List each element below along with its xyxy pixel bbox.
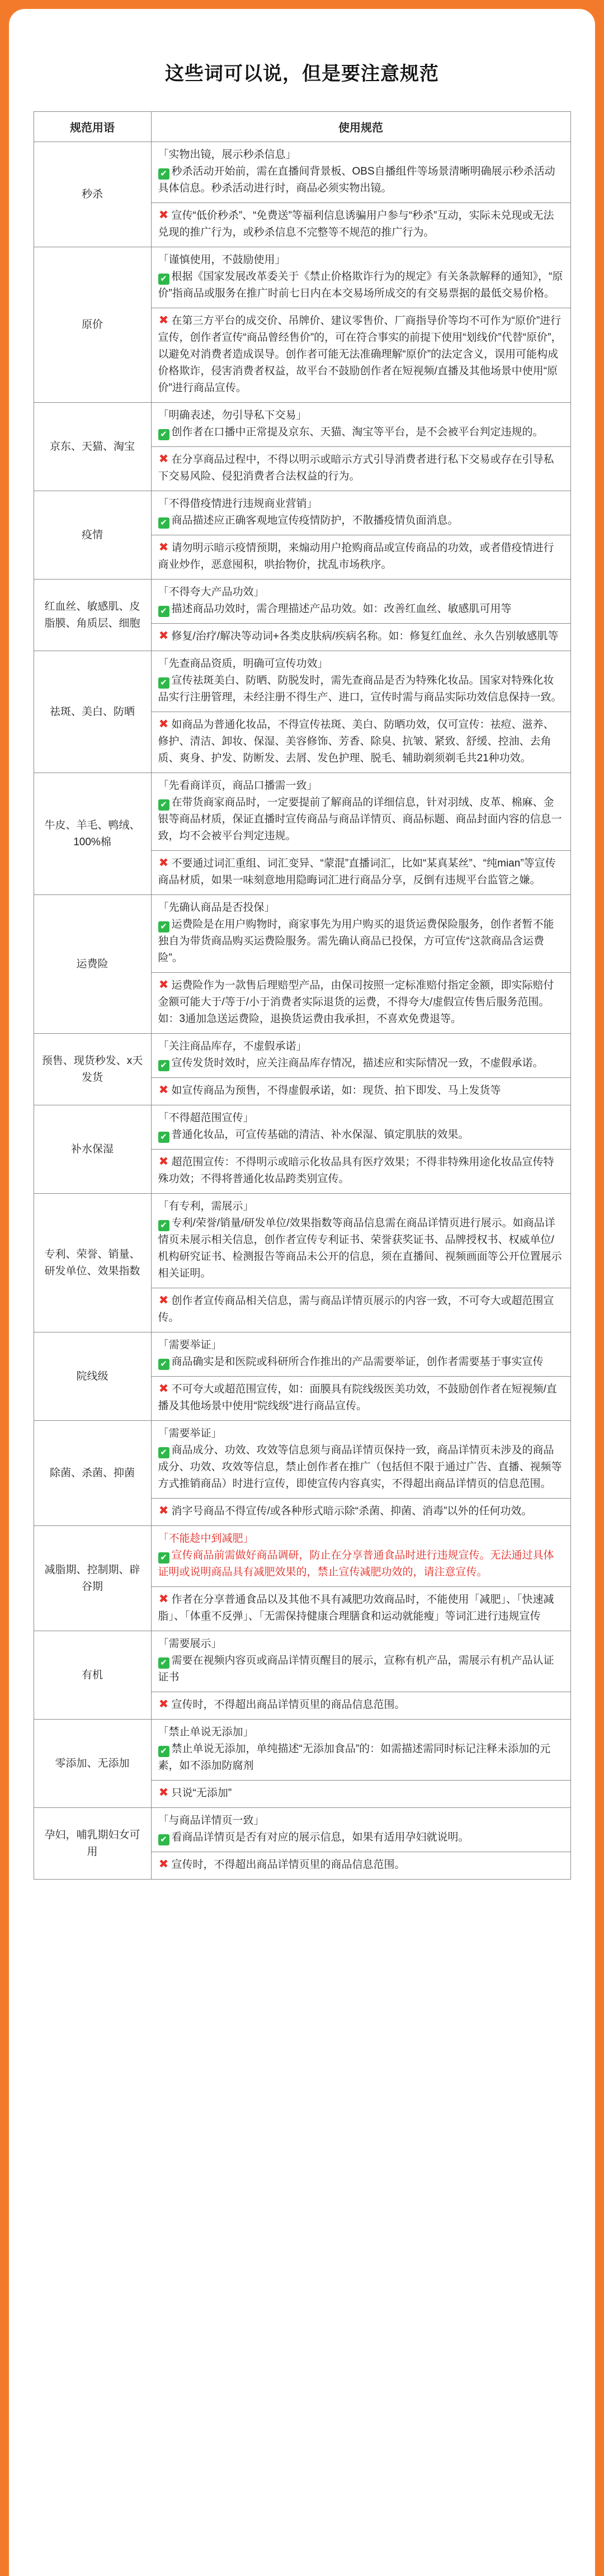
- header-term: 规范用语: [34, 112, 151, 142]
- cross-mark-icon: ✖: [158, 1504, 169, 1517]
- allowed-text: [158, 1055, 564, 1072]
- rule-text: 「先查商品资质，明确可宣传功效」: [158, 658, 328, 670]
- rule-heading: [158, 656, 564, 672]
- prohibited-block: [152, 202, 570, 247]
- rule-text: 超范围宣传：不得明示或暗示化妆品具有医疗效果；不得非特殊用途化妆品宣传特殊功效；不得将普通化妆品跨类别宣传。: [158, 1156, 554, 1185]
- rule-heading: [158, 1636, 564, 1652]
- check-mark-icon: ✔: [158, 1060, 169, 1071]
- prohibited-block: [152, 712, 570, 773]
- cross-mark-icon: ✖: [158, 1698, 169, 1711]
- rule-cell: [151, 1631, 570, 1720]
- rule-text: 在第三方平台的成交价、吊牌价、建议零售价、厂商指导价等均不可作为“原价”进行宣传，创作者宣传“商品曾经售价”的，可在符合事实的前提下使用“划线价”代替“原价”，以避免对消费者造成误导。创作者可能无法准确理解“原价”的法定含义，误用可能构成价格欺诈，侵害消费者权益，故平台不鼓励创作者在短视频/直播及其他场景中使用“原价”进行商品宣传。: [158, 315, 562, 394]
- prohibited-text: [158, 628, 564, 645]
- allowed-block: [152, 1332, 570, 1376]
- rule-heading: [158, 147, 564, 163]
- rule-cell: [151, 1194, 570, 1332]
- rule-text: 「不能趁中到减肥」: [158, 1533, 254, 1544]
- cross-mark-icon: ✖: [158, 1155, 169, 1168]
- rule-heading: [158, 900, 564, 916]
- allowed-block: [152, 1631, 570, 1692]
- prohibited-text: [158, 717, 564, 767]
- rule-text: 「关注商品库存，不虚假承诺」: [158, 1040, 307, 1052]
- page-title: 这些词可以说，但是要注意规范: [165, 63, 439, 84]
- check-mark-icon: ✔: [158, 274, 169, 285]
- prohibited-text: [158, 1591, 564, 1625]
- rule-text: 宣传发货时效时，应关注商品库存情况，描述应和实际情况一致，不虚假承诺。: [171, 1057, 544, 1069]
- check-mark-icon: ✔: [158, 1834, 169, 1845]
- allowed-block: [152, 1105, 570, 1149]
- rule-text: 「与商品详情页一致」: [158, 1815, 265, 1826]
- term-cell: 孕妇，哺乳期妇女可用: [34, 1808, 151, 1880]
- cross-mark-icon: ✖: [158, 718, 169, 731]
- allowed-text: [158, 163, 564, 197]
- table-row: [34, 773, 570, 895]
- prohibited-text: [158, 313, 564, 397]
- prohibited-block: [152, 623, 570, 651]
- rule-text: 宣传祛斑美白、防晒、防脱发时，需先查商品是否为特殊化妆品。国家对特殊化妆品实行注册管理，未经注册不得生产、进口，宣传时需与商品实际功效信息保持一致。: [158, 675, 562, 703]
- rule-text: 需要在视频内容页或商品详情页醒目的展示，宣称有机产品，需展示有机产品认证证书: [158, 1655, 554, 1683]
- allowed-block: [152, 1034, 570, 1077]
- rule-text: 专利/荣誉/销量/研发单位/效果指数等商品信息需在商品详情页进行展示。如商品详情页未展示相关信息，创作者宣传专利证书、荣誉获奖证书、品牌授权书、权威单位/机构研究证书、检测报告等商品未公开的信息，须在直播间、视频画面等公开位置展示相关证明。: [158, 1217, 562, 1279]
- rule-text: 创作者宣传商品相关信息，需与商品详情页展示的内容一致，不可夸大或超范围宣传。: [158, 1295, 554, 1324]
- rule-text: 商品成分、功效、攻效等信息须与商品详情页保持一致，商品详情页未涉及的商品成分、功效、攻效等信息，禁止创作者在推广（包括但不限于通过广告、直播、视频等方式推销商品）时进行宣传，即使宣传内容真实，不得超出商品详情页的信息范围。: [158, 1444, 562, 1490]
- allowed-block: [152, 651, 570, 712]
- allowed-text: [158, 1215, 564, 1282]
- term-cell: 减脂期、控制期、辟谷期: [34, 1526, 151, 1631]
- content-card: [9, 9, 595, 2576]
- rule-cell: [151, 1720, 570, 1808]
- check-mark-icon: ✔: [158, 677, 169, 689]
- rule-text: 运费险作为一款售后理赔型产品，由保司按照一定标准赔付指定金额，即实际赔付金额可能大于/等于/小于消费者实际退货的运费，不得夸大/虚假宣传售后服务范围。如：3通加急送运费险，退换货运费由我承担，不喜欢免费退等。: [158, 979, 554, 1025]
- check-mark-icon: ✔: [158, 606, 169, 617]
- table-row: [34, 1526, 570, 1631]
- check-mark-icon: ✔: [158, 1746, 169, 1757]
- rules-body: [34, 142, 570, 1880]
- prohibited-text: [158, 1154, 564, 1188]
- allowed-block: [152, 1194, 570, 1288]
- rule-heading: [158, 1038, 564, 1055]
- allowed-text: [158, 672, 564, 706]
- table-row: [34, 651, 570, 773]
- table-row: [34, 1720, 570, 1808]
- cross-mark-icon: ✖: [158, 1858, 169, 1871]
- rule-cell: [151, 1332, 570, 1421]
- table-row: [34, 491, 570, 580]
- rule-text: 禁止单说无添加，单纯描述“无添加食品”的：如需描述需同时标记注释未添加的元素，如不添加防腐剂: [158, 1743, 551, 1772]
- rule-text: 「需要举证」: [158, 1428, 222, 1439]
- rule-text: 「不得夸大产品功效」: [158, 586, 265, 598]
- cross-mark-icon: ✖: [158, 856, 169, 869]
- allowed-text: [158, 916, 564, 967]
- rule-cell: [151, 1034, 570, 1105]
- table-row: [34, 1194, 570, 1332]
- prohibited-text: [158, 977, 564, 1028]
- cross-mark-icon: ✖: [158, 1593, 169, 1605]
- rule-text: 「不得借疫情进行违规商业营销」: [158, 498, 318, 510]
- rule-heading: [158, 1110, 564, 1127]
- rule-text: 「实物出镜，展示秒杀信息」: [158, 149, 296, 161]
- allowed-text: [158, 1741, 564, 1774]
- rule-text: 「有专利，需展示」: [158, 1200, 254, 1212]
- prohibited-text: [158, 1785, 564, 1802]
- rule-text: 在带货商家商品时，一定要提前了解商品的详细信息，针对羽绒、皮革、棉麻、金银等商品材质，保证直播时宣传商品与商品详情页、商品标题、商品封面内容的信息一致，均不会被平台判定违规。: [158, 797, 562, 842]
- check-mark-icon: ✔: [158, 799, 169, 811]
- term-cell: 牛皮、羊毛、鸭绒、100%棉: [34, 773, 151, 895]
- term-cell: 有机: [34, 1631, 151, 1720]
- allowed-block: [152, 1720, 570, 1780]
- rule-text: 秒杀活动开始前，需在直播间背景板、OBS自播组件等场景清晰明确展示秒杀活动具体信息。秒杀活动进行时，商品必须实物出镜。: [158, 166, 555, 194]
- cross-mark-icon: ✖: [158, 978, 169, 991]
- rule-heading: [158, 496, 564, 512]
- rule-text: 「先看商详页，商品口播需一致」: [158, 780, 318, 792]
- term-cell: 红血丝、敏感肌、皮脂膜、角质层、细胞: [34, 580, 151, 651]
- prohibited-block: [152, 1692, 570, 1719]
- term-cell: 补水保湿: [34, 1105, 151, 1194]
- cross-mark-icon: ✖: [158, 1382, 169, 1395]
- rule-text: 创作者在口播中正常提及京东、天猫、淘宝等平台，是不会被平台判定违规的。: [171, 426, 544, 438]
- rule-text: 「需要举证」: [158, 1339, 222, 1351]
- term-cell: 运费险: [34, 895, 151, 1034]
- prohibited-block: [152, 446, 570, 491]
- table-row: [34, 1421, 570, 1526]
- prohibited-text: [158, 1857, 564, 1873]
- table-header-row: [34, 112, 570, 142]
- check-mark-icon: ✔: [158, 517, 169, 529]
- prohibited-text: [158, 855, 564, 889]
- table-row: [34, 1105, 570, 1194]
- rule-heading: [158, 1724, 564, 1741]
- prohibited-text: [158, 1697, 564, 1713]
- rule-text: 「明确表述，勿引导私下交易」: [158, 409, 307, 421]
- table-row: [34, 403, 570, 491]
- prohibited-block: [152, 1288, 570, 1332]
- cross-mark-icon: ✖: [158, 209, 169, 222]
- term-cell: 预售、现货秒发、x天发货: [34, 1034, 151, 1105]
- check-mark-icon: ✔: [158, 1657, 169, 1669]
- cross-mark-icon: ✖: [158, 541, 169, 554]
- prohibited-block: [152, 308, 570, 402]
- rule-cell: [151, 651, 570, 773]
- check-mark-icon: ✔: [158, 1447, 169, 1458]
- allowed-block: [152, 1421, 570, 1498]
- allowed-text: [158, 1442, 564, 1492]
- rule-text: 修复/治疗/解决等动词+各类皮肤病/疾病名称。如：修复红血丝、永久告别敏感肌等: [171, 630, 559, 642]
- check-mark-icon: ✔: [158, 168, 169, 180]
- prohibited-block: [152, 850, 570, 894]
- rule-heading: [158, 252, 564, 269]
- check-mark-icon: ✔: [158, 1132, 169, 1143]
- cross-mark-icon: ✖: [158, 629, 169, 642]
- header-rule: 使用规范: [151, 112, 570, 142]
- allowed-text: [158, 1547, 564, 1581]
- rule-text: 作者在分享普通食品以及其他不具有减肥功效商品时，不能使用「减肥」、「快速减脂」、「体重不反弹」、「无需保持健康合理膳食和运动就能瘦」等词汇进行违规宣传: [158, 1594, 554, 1622]
- allowed-block: [152, 247, 570, 308]
- allowed-text: [158, 1652, 564, 1686]
- table-row: [34, 895, 570, 1034]
- allowed-block: [152, 895, 570, 972]
- rule-cell: [151, 1526, 570, 1631]
- rule-heading: [158, 1337, 564, 1354]
- allowed-text: [158, 1829, 564, 1846]
- prohibited-block: [152, 1586, 570, 1631]
- allowed-text: [158, 512, 564, 529]
- cross-mark-icon: ✖: [158, 1786, 169, 1799]
- allowed-text: [158, 269, 564, 302]
- cross-mark-icon: ✖: [158, 1294, 169, 1307]
- rule-heading: [158, 584, 564, 601]
- term-cell: 除菌、杀菌、抑菌: [34, 1421, 151, 1526]
- check-mark-icon: ✔: [158, 1552, 169, 1564]
- prohibited-text: [158, 451, 564, 485]
- rule-text: 根据《国家发展改革委关于《禁止价格欺诈行为的规定》有关条款解释的通知》，“原价”指商品或服务在推广时前七日内在本交易场所成交的有交易票据的最低交易价格。: [158, 271, 563, 299]
- rule-heading: [158, 1198, 564, 1215]
- term-cell: 专利、荣誉、销量、研发单位、效果指数: [34, 1194, 151, 1332]
- rule-cell: [151, 142, 570, 247]
- allowed-text: [158, 1354, 564, 1371]
- rule-cell: [151, 1808, 570, 1880]
- cross-mark-icon: ✖: [158, 1084, 169, 1096]
- term-cell: 秒杀: [34, 142, 151, 247]
- rule-heading: [158, 778, 564, 794]
- prohibited-text: [158, 1293, 564, 1326]
- rules-table: [34, 111, 571, 1880]
- rule-text: 如宣传商品为预售，不得虚假承诺，如：现货、拍下即发、马上发货等: [171, 1085, 501, 1096]
- rule-text: 「禁止单说无添加」: [158, 1726, 254, 1738]
- prohibited-text: [158, 208, 564, 241]
- rule-cell: [151, 1105, 570, 1194]
- table-row: [34, 1631, 570, 1720]
- prohibited-text: [158, 1082, 564, 1099]
- rule-heading: [158, 407, 564, 424]
- prohibited-block: [152, 1149, 570, 1193]
- rule-text: 宣传时，不得超出商品详情页里的商品信息范围。: [171, 1699, 405, 1711]
- table-row: [34, 247, 570, 403]
- rule-text: 不要通过词汇重组、词汇变异、“蒙混”直播词汇，比如“某真某丝”、“纯mian”等宣传商品材质，如果一味刻意地用隐晦词汇进行商品分享，反倒有违规平台监管之嫌。: [158, 858, 556, 886]
- prohibited-text: [158, 540, 564, 573]
- allowed-block: [152, 580, 570, 623]
- table-row: [34, 580, 570, 651]
- prohibited-block: [152, 1077, 570, 1105]
- prohibited-text: [158, 1381, 564, 1415]
- allowed-block: [152, 1526, 570, 1586]
- term-cell: 祛斑、美白、防晒: [34, 651, 151, 773]
- rule-text: 看商品详情页是否有对应的展示信息，如果有适用孕妇就说明。: [171, 1831, 469, 1843]
- allowed-text: [158, 1127, 564, 1143]
- rule-text: 「谨慎使用，不鼓励使用」: [158, 254, 286, 266]
- allowed-text: [158, 794, 564, 845]
- rule-cell: [151, 491, 570, 580]
- rule-text: 商品描述应正确客观地宣传疫情防护，不散播疫情负面消息。: [171, 515, 459, 526]
- rule-cell: [151, 403, 570, 491]
- rule-text: 「先确认商品是否投保」: [158, 902, 275, 913]
- rule-text: 如商品为普通化妆品，不得宣传祛斑、美白、防晒功效，仅可宣传：祛痘、滋养、修护、清洁、卸妆、保湿、美容修饰、芳香、除臭、抗皱、紧致、舒缓、控油、去角质、爽身、护发、防断发、去屑、发色护理、脱毛、辅助剃须剃毛共21种功效。: [158, 719, 554, 764]
- check-mark-icon: ✔: [158, 429, 169, 440]
- term-cell: 京东、天猫、淘宝: [34, 403, 151, 491]
- rule-text: 宣传时，不得超出商品详情页里的商品信息范围。: [171, 1859, 405, 1871]
- rule-text: 运费险是在用户购物时，商家事先为用户购买的退货运费保险服务，创作者暂不能独自为带货商品购买运费险服务。需先确认商品已投保，方可宣传“这款商品含运费险”。: [158, 919, 554, 964]
- allowed-block: [152, 773, 570, 850]
- rule-text: 「需要展示」: [158, 1638, 222, 1650]
- rule-cell: [151, 580, 570, 651]
- rule-text: 普通化妆品，可宣传基础的清洁、补水保湿、镇定肌肤的效果。: [171, 1129, 469, 1141]
- prohibited-block: [152, 972, 570, 1033]
- rule-text: 只说“无添加”: [171, 1787, 232, 1799]
- rule-cell: [151, 1421, 570, 1526]
- table-row: [34, 142, 570, 247]
- rule-cell: [151, 895, 570, 1034]
- rule-heading: [158, 1425, 564, 1442]
- allowed-text: [158, 601, 564, 618]
- rule-heading: [158, 1812, 564, 1829]
- rule-text: 在分享商品过程中，不得以明示或暗示方式引导消费者进行私下交易或存在引导私下交易风险、侵犯消费者合法权益的行为。: [158, 454, 554, 482]
- rule-text: 宣传商品前需做好商品调研，防止在分享普通食品时进行违规宣传。无法通过具体证明或说明商品具有减肥效果的，禁止宣传减肥功效的，请注意宣传。: [158, 1550, 554, 1578]
- rule-text: 描述商品功效时，需合理描述产品功效。如：改善红血丝、敏感肌可用等: [171, 603, 512, 615]
- prohibited-text: [158, 1503, 564, 1520]
- table-row: [34, 1332, 570, 1421]
- allowed-block: [152, 142, 570, 202]
- allowed-text: [158, 424, 564, 441]
- prohibited-block: [152, 1780, 570, 1807]
- prohibited-block: [152, 1498, 570, 1525]
- term-cell: 零添加、无添加: [34, 1720, 151, 1808]
- check-mark-icon: ✔: [158, 921, 169, 933]
- prohibited-block: [152, 1852, 570, 1879]
- rule-cell: [151, 773, 570, 895]
- table-row: [34, 1034, 570, 1105]
- allowed-block: [152, 1808, 570, 1852]
- term-cell: 疫情: [34, 491, 151, 580]
- prohibited-block: [152, 1376, 570, 1420]
- term-cell: 原价: [34, 247, 151, 403]
- cross-mark-icon: ✖: [158, 453, 169, 465]
- rule-text: 请勿明示暗示疫情预期，来煽动用户抢购商品或宣传商品的功效，或者借疫情进行商业炒作，恶意囤积，哄抬物价，扰乱市场秩序。: [158, 542, 554, 571]
- check-mark-icon: ✔: [158, 1359, 169, 1370]
- rule-cell: [151, 247, 570, 403]
- allowed-block: [152, 403, 570, 446]
- prohibited-block: [152, 535, 570, 579]
- rule-text: 「不得超范围宣传」: [158, 1112, 254, 1124]
- check-mark-icon: ✔: [158, 1220, 169, 1231]
- cross-mark-icon: ✖: [158, 314, 169, 327]
- rule-text: 商品确实是和医院或科研所合作推出的产品需要举证，创作者需要基于事实宣传: [171, 1356, 544, 1368]
- allowed-block: [152, 491, 570, 535]
- rule-text: 消字号商品不得宣传/或各种形式暗示除“杀菌、抑菌、消毒”以外的任何功效。: [171, 1505, 532, 1517]
- rule-text: 宣传“低价秒杀”、“免费送”等福利信息诱骗用户参与“秒杀”互动，实际未兑现或无法兑现的推广行为，或秒杀信息不完整等不规范的推广行为。: [158, 210, 554, 238]
- table-row: [34, 1808, 570, 1880]
- rule-heading: [158, 1530, 564, 1547]
- rule-text: 不可夸大或超范围宣传，如：面膜具有院线级医美功效，不鼓励创作者在短视频/直播及其他场景中使用“院线级”进行商品宣传。: [158, 1383, 557, 1412]
- term-cell: 院线级: [34, 1332, 151, 1421]
